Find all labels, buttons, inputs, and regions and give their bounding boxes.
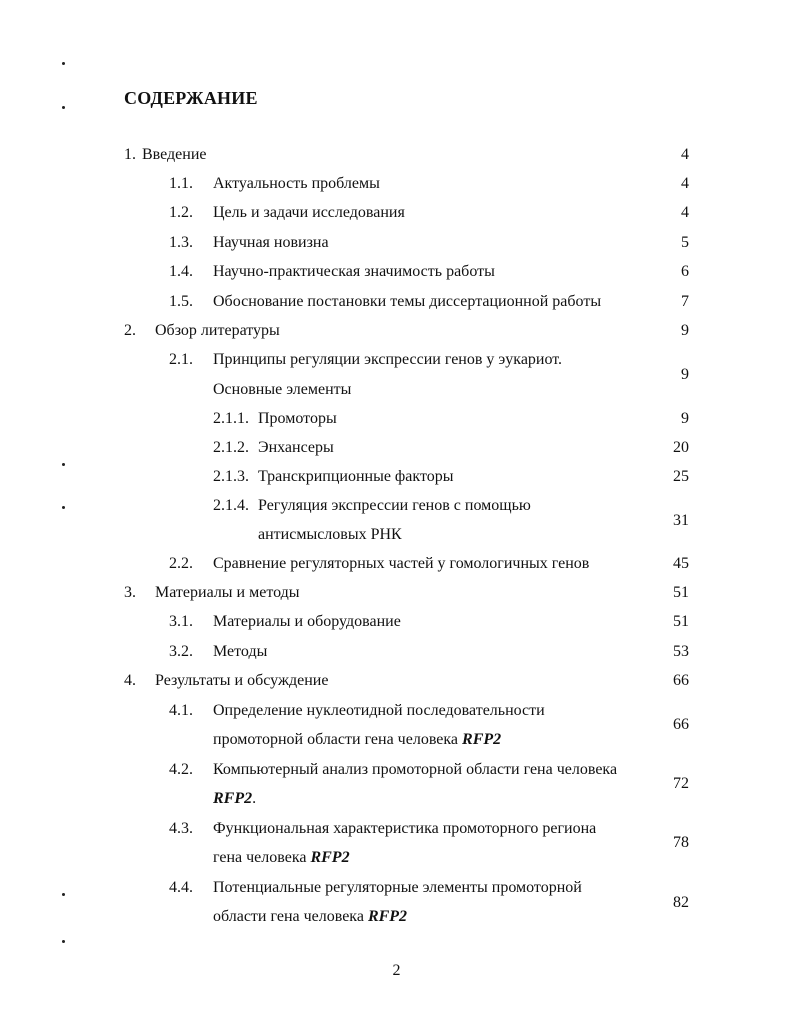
entry-title: Актуальность проблемы <box>213 175 380 192</box>
entry-page: 9 <box>681 366 689 383</box>
entry-title: Регуляция экспрессии генов с помощью <box>258 497 531 514</box>
entry-number: 4.1. <box>169 702 193 719</box>
entry-page: 7 <box>681 293 689 310</box>
gene-name: RFP2 <box>213 790 253 807</box>
entry-number: 2.1.4. <box>213 497 249 514</box>
entry-number: 3.2. <box>169 643 193 660</box>
entry-title: Потенциальные регуляторные элементы промоторной <box>213 879 582 896</box>
entry-page: 45 <box>673 555 689 572</box>
entry-number: 2.1.2. <box>213 439 249 456</box>
entry-title: Введение <box>142 146 207 163</box>
entry-page: 25 <box>673 468 689 485</box>
page-title: СОДЕРЖАНИЕ <box>124 88 258 108</box>
entry-title: Научная новизна <box>213 234 329 251</box>
entry-number: 4.2. <box>169 761 193 778</box>
entry-page: 4 <box>681 204 689 221</box>
entry-number: 1.4. <box>169 263 193 280</box>
entry-number: 2.2. <box>169 555 193 572</box>
entry-number: 4.3. <box>169 820 193 837</box>
entry-title: Материалы и оборудование <box>213 613 401 630</box>
page-number: 2 <box>392 962 401 979</box>
entry-number: 2.1. <box>169 351 193 368</box>
entry-page: 78 <box>673 834 689 851</box>
entry-title-continuation: гена человека RFP2 <box>213 849 350 866</box>
entry-page: 9 <box>681 322 689 339</box>
entry-title-continuation: области гена человека RFP2 <box>213 908 408 925</box>
entry-title: Принципы регуляции экспрессии генов у эукариот. <box>213 351 563 368</box>
gene-name: RFP2 <box>367 908 408 925</box>
entry-title: Методы <box>213 643 268 660</box>
entry-number: 3. <box>124 584 136 601</box>
entry-page: 72 <box>673 775 689 792</box>
entry-page: 31 <box>673 512 689 529</box>
entry-page: 82 <box>673 894 689 911</box>
entry-title: Определение нуклеотидной последовательности <box>213 702 545 719</box>
entry-title: Энхансеры <box>258 439 334 456</box>
entry-page: 5 <box>681 234 689 251</box>
entry-title: Научно-практическая значимость работы <box>213 263 495 280</box>
gene-name: RFP2 <box>310 849 350 866</box>
entry-title: антисмысловых РНК <box>258 526 402 543</box>
entry-number: 1.5. <box>169 293 193 310</box>
entry-title: Основные элементы <box>213 381 352 398</box>
entry-title: Обоснование постановки темы диссертационной работы <box>213 293 602 310</box>
gene-name: RFP2 <box>462 731 502 748</box>
entry-page: 51 <box>673 613 689 630</box>
entry-title-continuation: RFP2. <box>213 790 257 807</box>
entry-number: 1.3. <box>169 234 193 251</box>
entry-number: 3.1. <box>169 613 193 630</box>
entry-title: Сравнение регуляторных частей у гомологичных генов <box>213 555 590 572</box>
entry-page: 66 <box>673 716 689 733</box>
entry-page: 9 <box>681 410 689 427</box>
entry-title: Материалы и методы <box>155 584 300 601</box>
entry-title: Промоторы <box>258 410 337 427</box>
entry-title: Функциональная характеристика промоторного региона <box>213 820 597 837</box>
entry-page: 66 <box>673 672 689 689</box>
entry-title: Транскрипционные факторы <box>258 468 454 485</box>
entry-page: 53 <box>673 643 689 660</box>
entry-number: 2. <box>124 322 136 339</box>
entry-page: 6 <box>681 263 689 280</box>
entry-title-continuation: промоторной области гена человека RFP2 <box>213 731 502 748</box>
entry-number: 1. <box>124 146 136 163</box>
entry-number: 2.1.3. <box>213 468 249 485</box>
entry-number: 2.1.1. <box>213 410 249 427</box>
entry-page: 51 <box>673 584 689 601</box>
entry-page: 4 <box>681 175 689 192</box>
entry-number: 1.1. <box>169 175 193 192</box>
entry-title: Обзор литературы <box>155 322 280 339</box>
entry-page: 20 <box>673 439 689 456</box>
entry-title: Результаты и обсуждение <box>155 672 329 689</box>
entry-number: 4.4. <box>169 879 193 896</box>
entry-title: Цель и задачи исследования <box>213 204 405 221</box>
entry-page: 4 <box>681 146 689 163</box>
entry-number: 4. <box>124 672 136 689</box>
entry-number: 1.2. <box>169 204 193 221</box>
entry-title: Компьютерный анализ промоторной области гена человека <box>213 761 618 778</box>
